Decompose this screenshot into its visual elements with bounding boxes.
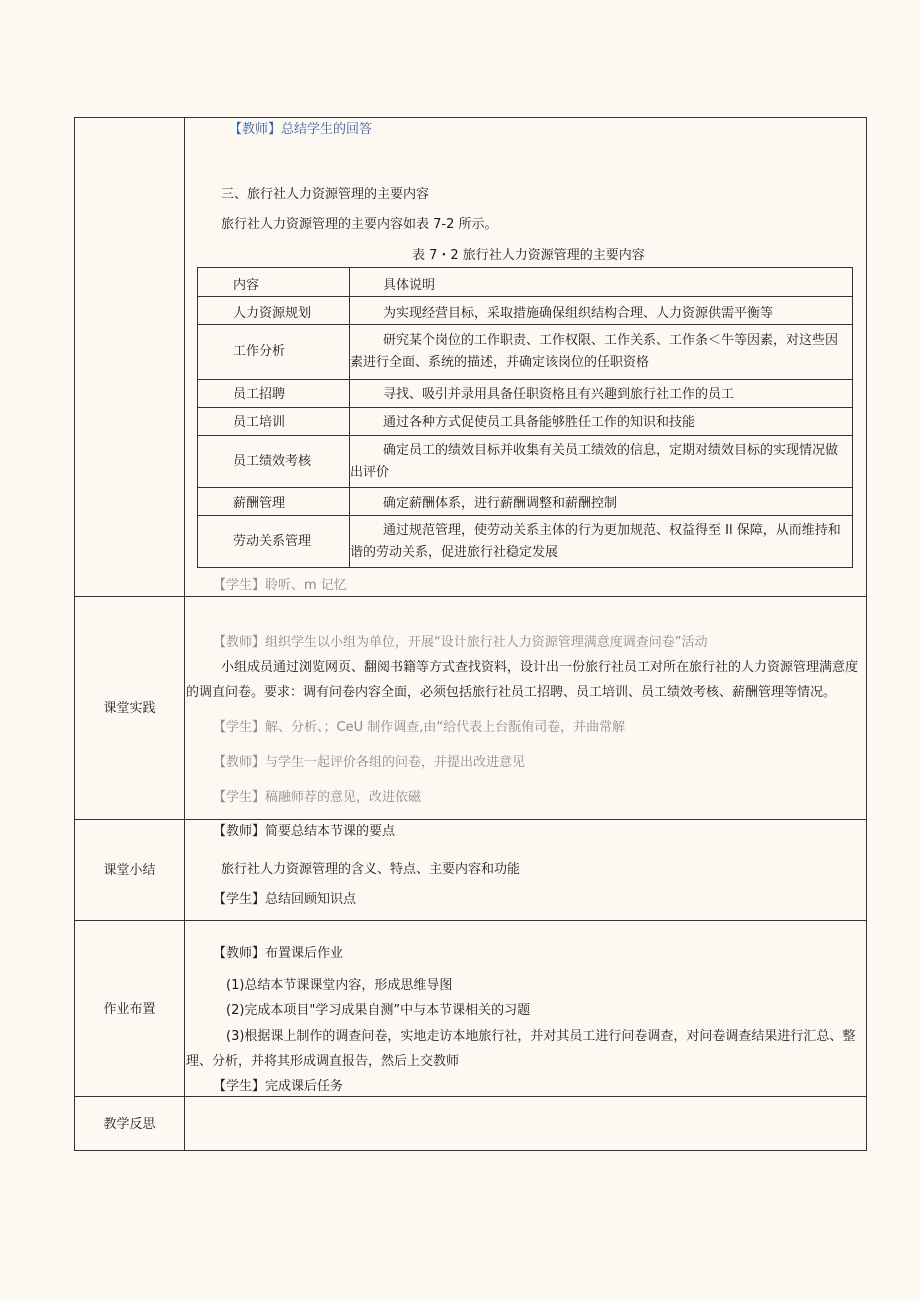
table-row-divider xyxy=(198,515,852,516)
table-row-divider xyxy=(198,379,852,380)
student-listen: 【学生】聆听、m 记忆 xyxy=(213,578,347,593)
homework-item-3-line2: 理、分析，并将其形成调直报告，然后上交教师 xyxy=(186,1054,460,1069)
teacher-summary: 【教师】总结学生的回答 xyxy=(229,122,373,137)
summary-student: 【学生】总结回顾知识点 xyxy=(213,892,357,907)
table-row-divider xyxy=(198,435,852,436)
table-cell-item: 薪酬管理 xyxy=(233,496,286,511)
reflection-label: 教学反思 xyxy=(103,1117,156,1132)
table-cell-item: 劳动关系管理 xyxy=(233,534,312,549)
table-cell-detail: 通过各种方式促使员工具备能够胜任工作的知识和技能 xyxy=(383,415,696,430)
table-cell-item: 员工绩效考核 xyxy=(233,454,312,469)
section-heading: 三、旅行社人力资源管理的主要内容 xyxy=(221,187,430,202)
table-cell-item: 员工招聘 xyxy=(233,387,286,402)
row-divider xyxy=(75,1096,866,1097)
row-divider xyxy=(75,920,866,921)
table-cell-item: 人力资源规划 xyxy=(233,306,312,321)
table-row-divider xyxy=(198,324,852,325)
table-cell-item: 工作分析 xyxy=(233,344,286,359)
table-cell-detail: 为实现经营目标，采取措施确保组织结构合理、人力资源供需平衡等 xyxy=(383,306,774,321)
table-header-content: 内容 xyxy=(233,278,260,293)
row-divider xyxy=(75,819,866,820)
table-row-divider xyxy=(198,296,852,297)
table-cell-detail: 确定员工的绩效目标并收集有关员工绩效的信息，定期对绩效目标的实现情况做出评价 xyxy=(350,443,839,480)
row-divider xyxy=(75,596,866,597)
homework-item-2: (2)完成本项目"学习成果自测”中与本节课相关的习题 xyxy=(226,1003,531,1018)
table-caption: 表 7・2 旅行社人力资源管理的主要内容 xyxy=(412,248,645,263)
table-header-detail: 具体说明 xyxy=(383,278,436,293)
summary-content: 旅行社人力资源管理的含义、特点、主要内容和功能 xyxy=(221,862,521,877)
table-cell-item: 员工培训 xyxy=(233,415,286,430)
practice-body-line2: 的调直问卷。要求：调有问卷内容全面，必须包括旅行社员工招聘、员工培训、员工绩效考核、薪酬管理等情况。 xyxy=(186,685,837,700)
practice-body-line1: 小组成员通过浏览网页、翻阅书籍等方式查找资料，设计出一份旅行社员工对所在旅行社的人力资源管理满意度 xyxy=(221,660,859,675)
practice-student-2: 【学生】稿融师荐的意见，改进依磁 xyxy=(213,790,422,805)
homework-teacher: 【教师】布置课后作业 xyxy=(213,946,344,961)
section-intro: 旅行社人力资源管理的主要内容如表 7-2 所示。 xyxy=(221,217,498,232)
homework-student: 【学生】完成课后任务 xyxy=(213,1079,344,1094)
homework-item-1: (1)总结本节课课堂内容，形成思维导图 xyxy=(226,978,453,993)
table-row-divider xyxy=(198,407,852,408)
homework-item-3-line1: (3)根据课上制作的调查问卷，实地走访本地旅行社，并对其员工进行问卷调查，对问卷调查结果进行汇总、整 xyxy=(226,1029,856,1044)
practice-label: 课堂实践 xyxy=(103,701,156,716)
summary-label: 课堂小结 xyxy=(103,863,156,878)
table-cell-detail: 确定薪酬体系，进行薪酬调整和薪酬控制 xyxy=(383,496,618,511)
summary-teacher: 【教师】简要总结本节课的要点 xyxy=(213,824,396,839)
homework-label: 作业布置 xyxy=(103,1002,156,1017)
table-cell-detail: 研究某个岗位的工作职责、工作权限、工作关系、工作条＜牛等因素，对这些因素进行全面、系统的描述，并确定该岗位的任职资格 xyxy=(350,333,839,370)
practice-teacher-2: 【教师】与学生一起评价各组的问卷，并提出改进意见 xyxy=(213,755,526,770)
table-cell-detail: 通过规范管理，使劳动关系主体的行为更加规范、权益得至 Il 保障，从而维持和谐的劳动关系，促进旅行社稳定发展 xyxy=(350,523,841,560)
content-table xyxy=(197,267,853,568)
practice-teacher-activity: 【教师】组织学生以小组为单位，开展“设计旅行社人力资源管理满意度调查问卷”活动 xyxy=(213,635,708,650)
practice-student-1: 【学生】解、分析、；CeU 制作调查,由“给代表上台翫侑司卷，并曲常解 xyxy=(213,720,626,735)
table-cell-detail: 寻找、吸引并录用具备任职资格且有兴趣到旅行社工作的员工 xyxy=(383,387,735,402)
table-row-divider xyxy=(198,487,852,488)
column-divider xyxy=(184,118,185,1150)
